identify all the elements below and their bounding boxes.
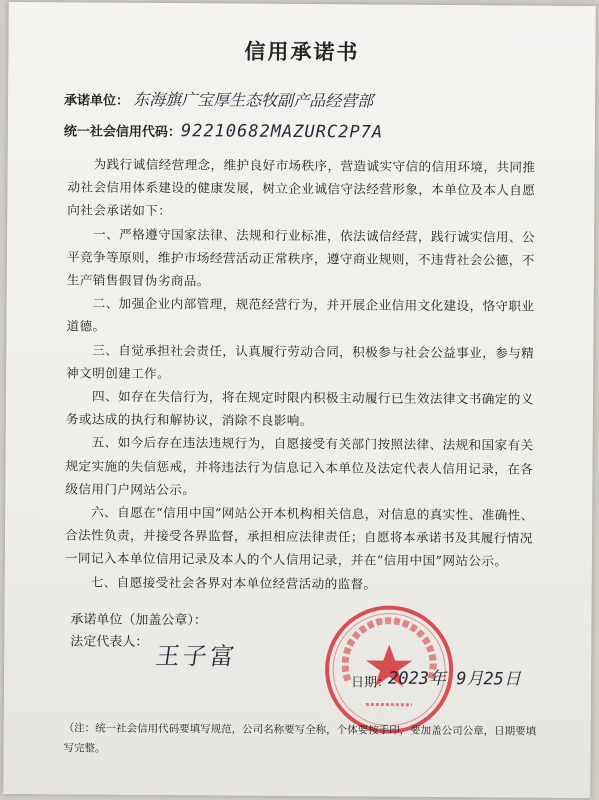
paragraph-6: 六、自愿在“信用中国”网站公开本机构相关信息，对信息的真实性、准确性、合法性负责，并接受各界监督，承担相应法律责任；自愿将本承诺书及其履行情况一同记入本单位信用记录及本人的个人信用记录，并在“信用中国”网站公示。 bbox=[64, 504, 534, 569]
unit-label: 承诺单位： bbox=[64, 93, 130, 109]
paragraph-3: 三、自觉承担社会责任，认真履行劳动合同，积极参与社会公益事业，参与精神文明创建工作。 bbox=[66, 342, 535, 381]
paragraph-intro: 为践行诚信经营理念，维护良好市场秩序，营造诚实守信的信用环境，共同推动社会信用体系建设的健康发展，树立企业诚信守法经营形象，本单位及本人自愿向社会承诺如下： bbox=[67, 156, 536, 219]
legal-rep-label: 法定代表人： bbox=[70, 634, 149, 650]
paragraph-7: 七、自愿接受社会各界对本单位经营活动的监督。 bbox=[90, 574, 377, 592]
paragraph-1: 一、严格遵守国家法律、法规和行业标准，依法诚信经营，践行诚实信用、公平竞争等原则，维护市场经营活动正常秩序，遵守商业规则，不违背社会公德，不生产销售假冒伪劣商品。 bbox=[66, 226, 535, 289]
credit-code-label: 统一社会信用代码： bbox=[63, 124, 181, 141]
document-title: 信用承诺书 bbox=[244, 38, 360, 65]
unit-line bbox=[64, 86, 373, 111]
paragraph-4: 四、如存在失信行为，将在规定时限内积极主动履行已生效法律文书确定的义务或达成的执行和解协议，消除不良影响。 bbox=[65, 388, 534, 429]
credit-code-line bbox=[64, 120, 383, 142]
footnote: （注：统一社会信用代码要填写规范，公司名称要写全称，个体要按手印，要加盖公司公章，日期要填写完整。 bbox=[63, 722, 537, 755]
legal-rep-signature: 王子富 bbox=[153, 642, 239, 671]
unit-handwritten: 东海旗广宝厚生态牧副产品经营部 bbox=[133, 89, 374, 111]
paragraph-5: 五、如今后存在违法违规行为，自愿接受有关部门按照法律、法规和国家有关规定实施的失信惩戒，并将违法行为信息记入本单位及法定代表人信用记录，在各级信用门户网站公示。 bbox=[65, 434, 534, 498]
commitment-body bbox=[65, 152, 540, 596]
credit-code-handwritten: 92210682MAZURC2P7A bbox=[180, 121, 384, 143]
paragraph-2: 二、加强企业内部管理，规范经营行为，并开展企业信用文化建设，恪守职业道德。 bbox=[66, 295, 535, 335]
sign-unit-label: 承诺单位（加盖公章）： bbox=[70, 612, 208, 629]
document-page bbox=[3, 2, 596, 798]
date-handwritten: 2023年 9月25日 bbox=[387, 668, 522, 690]
date-label: 日期： bbox=[350, 675, 391, 691]
